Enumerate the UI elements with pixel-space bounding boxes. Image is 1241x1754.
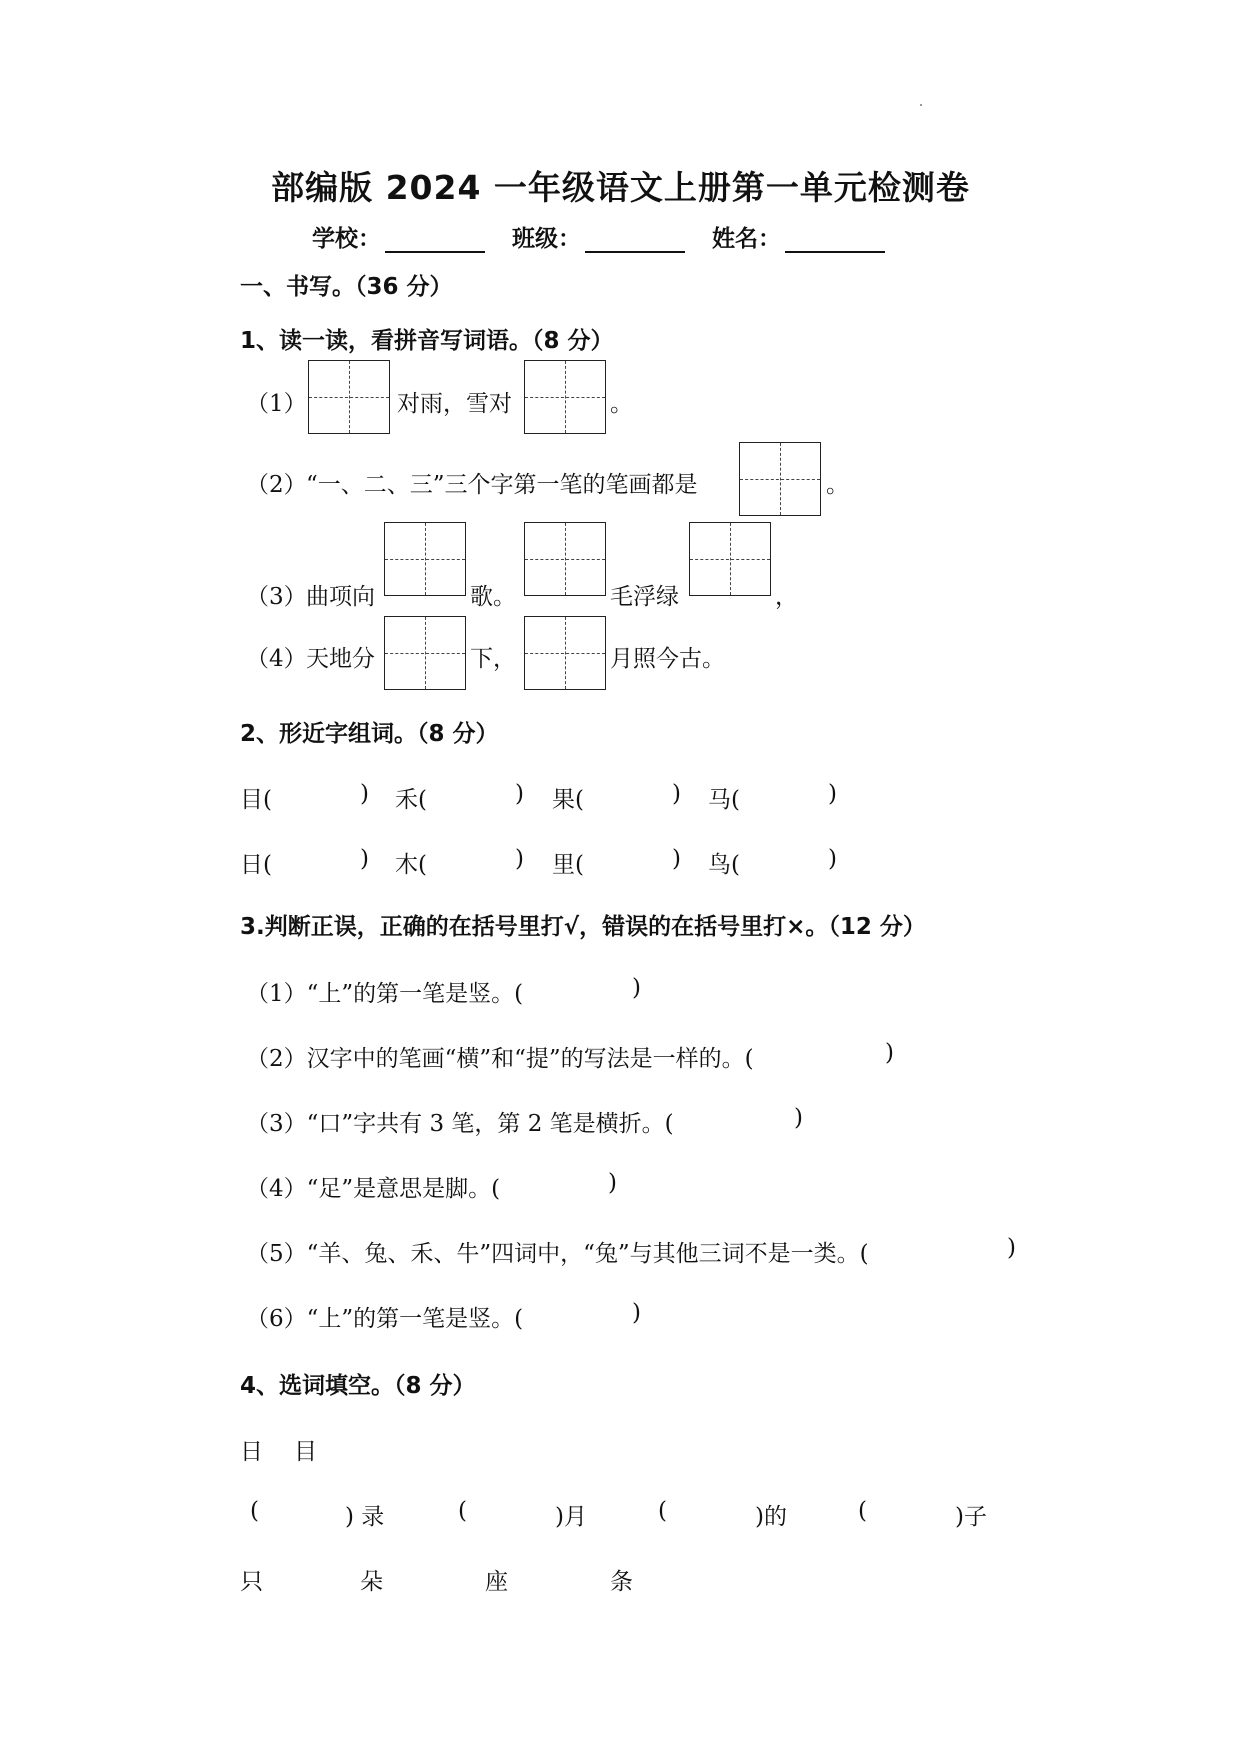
q1-item4-num: （4）: [246, 646, 307, 672]
q1-item1-text: 对雨，雪对: [397, 391, 512, 417]
q1-item3-num: （3）: [246, 584, 307, 610]
q1-item3-text3: 毛浮绿: [610, 584, 679, 610]
q2-r2-open: 木(: [395, 852, 427, 878]
school-blank[interactable]: [385, 227, 485, 253]
q4-blank-close: )子: [955, 1504, 987, 1530]
q1-item3-text: 曲项向: [306, 584, 375, 610]
q2-r2-close: ): [672, 846, 681, 872]
q4-choice: 目: [294, 1439, 317, 1465]
q2-r1-open: 禾(: [395, 787, 427, 813]
q1-item3-text2: 歌。: [470, 584, 516, 610]
q1-item1-end: 。: [610, 391, 633, 417]
q4-blank-open[interactable]: (: [658, 1498, 667, 1524]
class-label: 班级：: [512, 226, 581, 252]
q3-item-6: （6）“上”的第一笔是竖。(: [246, 1306, 524, 1332]
q1-item1-num: （1）: [246, 391, 307, 417]
q4-choice: 日: [240, 1439, 263, 1465]
q3-item-1-close[interactable]: ): [632, 975, 641, 1001]
q4-choice: 只: [240, 1569, 263, 1595]
q3-item-5: （5）“羊、兔、禾、牛”四词中，“兔”与其他三词不是一类。(: [246, 1241, 869, 1267]
tianzige-box[interactable]: [384, 522, 466, 596]
q2-r2-open: 鸟(: [708, 852, 740, 878]
name-field[interactable]: [712, 220, 885, 253]
q2-r1-open: 果(: [552, 787, 584, 813]
tianzige-box[interactable]: [689, 522, 771, 596]
q1-item2-text: “一、二、三”三个字第一笔的笔画都是: [306, 472, 698, 498]
q3-item-1: （1）“上”的第一笔是竖。(: [246, 981, 524, 1007]
q4-choice: 条: [610, 1569, 633, 1595]
tianzige-box[interactable]: [524, 522, 606, 596]
q2-r1-close: ): [672, 781, 681, 807]
tianzige-box[interactable]: [384, 616, 466, 690]
tianzige-box[interactable]: [739, 442, 821, 516]
q4-blank-open[interactable]: (: [458, 1498, 467, 1524]
q3-item-2: （2）汉字中的笔画“横”和“提”的写法是一样的。(: [246, 1046, 754, 1072]
school-label: 学校：: [312, 226, 381, 252]
q4-blank-close: )的: [755, 1504, 787, 1530]
q2-r2-open: 日(: [240, 852, 272, 878]
q2-heading: 2、形近字组词。（8 分）: [240, 721, 499, 747]
q4-choice: 座: [485, 1569, 508, 1595]
q3-item-5-close[interactable]: ): [1007, 1235, 1016, 1261]
q1-item4-text2: 下，: [470, 646, 516, 672]
q3-item-3: （3）“口”字共有 3 笔，第 2 笔是横折。(: [246, 1111, 674, 1137]
q3-item-6-close[interactable]: ): [632, 1300, 641, 1326]
class-field[interactable]: [512, 220, 685, 253]
q4-blank-open[interactable]: (: [858, 1498, 867, 1524]
q1-heading: 1、读一读，看拼音写词语。（8 分）: [240, 328, 614, 354]
q4-choice: 朵: [360, 1569, 383, 1595]
q4-blank-close: )月: [555, 1504, 587, 1530]
q3-heading: 3.判断正误，正确的在括号里打√，错误的在括号里打×。（12 分）: [240, 914, 926, 940]
q3-item-4-close[interactable]: ): [608, 1170, 617, 1196]
q4-heading: 4、选词填空。（8 分）: [240, 1373, 476, 1399]
q1-item2-num: （2）: [246, 472, 307, 498]
name-blank[interactable]: [785, 227, 885, 253]
q2-r1-close: ): [360, 781, 369, 807]
scan-speck: [920, 104, 922, 106]
tianzige-box[interactable]: [308, 360, 390, 434]
q2-r2-close: ): [828, 846, 837, 872]
section1-heading: 一、书写。（36 分）: [240, 274, 453, 300]
q2-r2-close: ): [360, 846, 369, 872]
q3-item-2-close[interactable]: ): [885, 1040, 894, 1066]
tianzige-box[interactable]: [524, 616, 606, 690]
q1-item2-end: 。: [826, 472, 849, 498]
tianzige-box[interactable]: [524, 360, 606, 434]
name-label: 姓名：: [712, 226, 781, 252]
q3-item-3-close[interactable]: ): [794, 1105, 803, 1131]
q2-r1-close: ): [828, 781, 837, 807]
q1-item3-end: ，: [775, 584, 798, 610]
q2-r2-open: 里(: [552, 852, 584, 878]
q2-r2-close: ): [515, 846, 524, 872]
q2-r1-open: 目(: [240, 787, 272, 813]
q1-item4-text: 天地分: [306, 646, 375, 672]
q2-r1-open: 马(: [708, 787, 740, 813]
q4-blank-close: ) 录: [345, 1504, 385, 1530]
q1-item4-text3: 月照今古。: [610, 646, 725, 672]
q2-r1-close: ): [515, 781, 524, 807]
class-blank[interactable]: [585, 227, 685, 253]
q4-blank-open[interactable]: (: [250, 1498, 259, 1524]
q3-item-4: （4）“足”是意思是脚。(: [246, 1176, 501, 1202]
school-field[interactable]: [312, 220, 485, 253]
page-title: 部编版 2024 一年级语文上册第一单元检测卷: [271, 168, 970, 207]
